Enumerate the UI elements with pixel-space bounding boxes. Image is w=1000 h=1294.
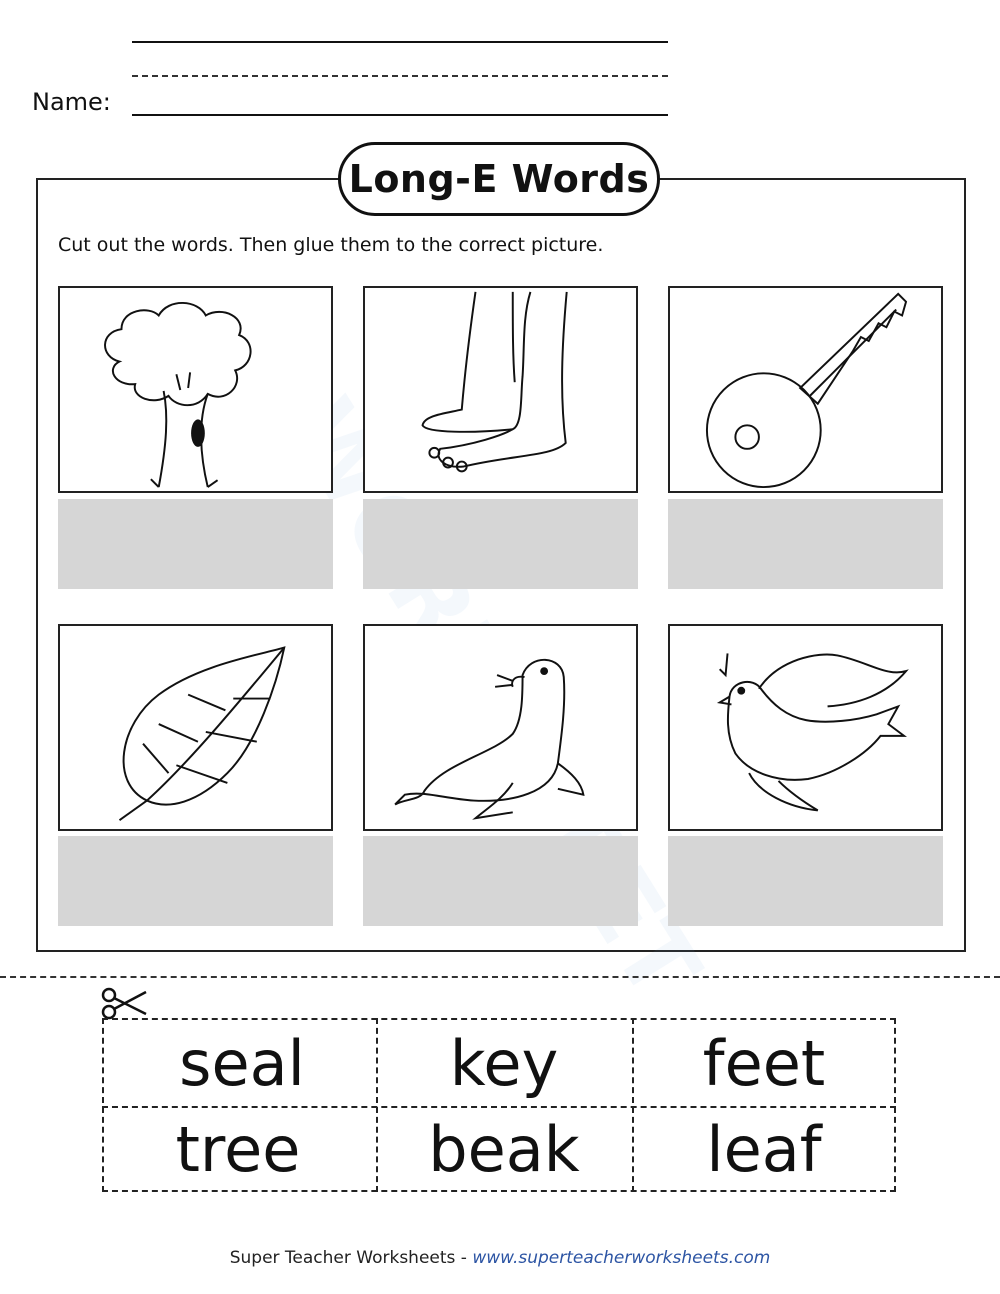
answer-box-5[interactable] (363, 836, 638, 926)
answer-box-1[interactable] (58, 499, 333, 589)
feet-icon (365, 288, 636, 491)
picture-leaf (58, 624, 333, 831)
word-card-feet[interactable]: feet (702, 1026, 826, 1100)
leaf-icon (60, 626, 331, 829)
instructions: Cut out the words. Then glue them to the correct picture. (58, 234, 604, 256)
picture-key (668, 286, 943, 493)
picture-bird (668, 624, 943, 831)
handwriting-mid-line (132, 75, 668, 77)
name-field[interactable] (132, 114, 668, 116)
footer-link[interactable]: www.superteacherworksheets.com (472, 1248, 771, 1268)
name-label: Name: (32, 88, 111, 116)
footer-brand: Super Teacher Worksheets - (229, 1248, 473, 1268)
word-card-beak[interactable]: beak (428, 1112, 580, 1186)
picture-tree (58, 286, 333, 493)
word-card-key[interactable]: key (449, 1026, 559, 1100)
scissors-icon (100, 986, 150, 1022)
word-card-tree[interactable]: tree (175, 1112, 301, 1186)
picture-feet (363, 286, 638, 493)
answer-box-6[interactable] (668, 836, 943, 926)
word-card-leaf[interactable]: leaf (706, 1112, 822, 1186)
word-card-seal[interactable]: seal (179, 1026, 305, 1100)
worksheet-title: Long-E Words (338, 142, 660, 216)
cut-line (0, 976, 1000, 978)
seal-icon (365, 626, 636, 829)
bird-beak-icon (670, 626, 941, 829)
tree-icon (60, 288, 331, 491)
answer-box-3[interactable] (668, 499, 943, 589)
picture-seal (363, 624, 638, 831)
handwriting-top-line (132, 41, 668, 43)
answer-box-4[interactable] (58, 836, 333, 926)
key-icon (670, 288, 941, 491)
answer-box-2[interactable] (363, 499, 638, 589)
footer (0, 1248, 1000, 1268)
